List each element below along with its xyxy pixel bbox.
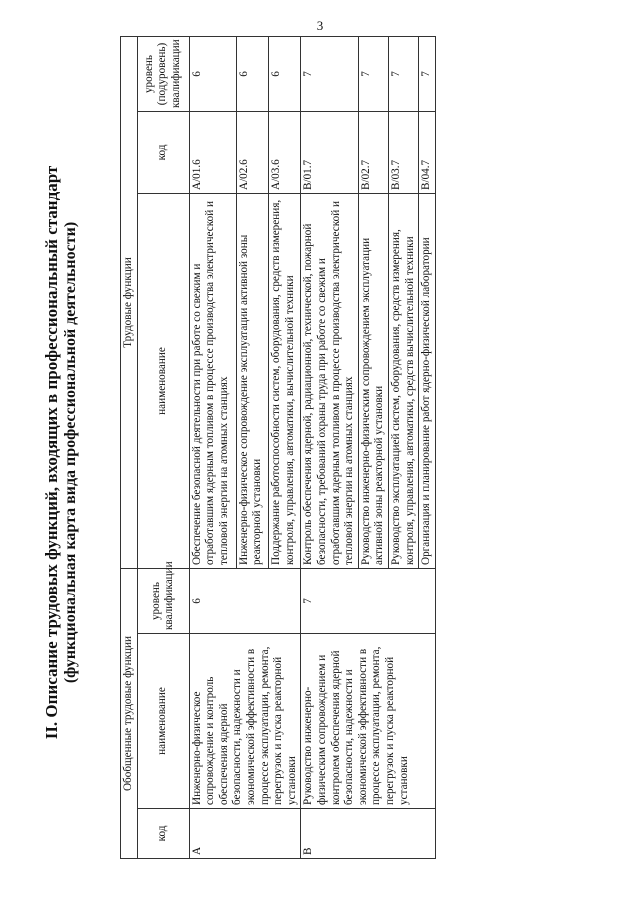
function-level: 6 [189, 37, 236, 112]
group-name: Руководство инженерно-физическим сопровождением и контролем обеспечения ядерной безопасности, надежности и экономической эффективности в процессе эксплуатации, ремонта, перегрузок и пуска реакторной установки [301, 634, 435, 809]
table-row [301, 37, 358, 859]
function-level: 7 [419, 37, 436, 112]
function-level: 6 [268, 37, 300, 112]
header-level: уровень квалификации [137, 569, 189, 634]
function-level: 7 [358, 37, 388, 112]
function-code: В/04.7 [419, 112, 436, 194]
header-row-2 [137, 37, 189, 859]
function-name: Инженерно-физическое сопровождение эксплуатации активной зоны реакторной установки [236, 194, 268, 569]
header-labor-functions: Трудовые функции [121, 37, 138, 569]
function-name: Руководство эксплуатацией систем, оборудования, средств измерения, контроля, управления, автоматики, средств вычислительной техники [388, 194, 418, 569]
header-name: наименование [137, 634, 189, 809]
page-number: 3 [316, 18, 324, 33]
function-code: А/01.6 [189, 112, 236, 194]
function-name: Обеспечение безопасной деятельности при работе со свежим и отработавшим ядерным топливом в процессе производства электрической и тепловой энергии на атомных станциях [189, 194, 236, 569]
header-function-name: наименование [137, 194, 189, 569]
group-code: А [189, 809, 301, 859]
header-row-1 [121, 37, 138, 859]
function-code: А/03.6 [268, 112, 300, 194]
function-name: Организация и планирование работ ядерно-физической лаборатории [419, 194, 436, 569]
section-subtitle: (функциональная карта вида профессиональной деятельности) [62, 221, 79, 684]
function-name: Поддержание работоспособности систем, оборудования, средств измерения, контроля, управления, автоматики, вычислительной техники [268, 194, 300, 569]
header-code: код [137, 809, 189, 859]
function-code: В/01.7 [301, 112, 358, 194]
header-generalized: Обобщенные трудовые функции [121, 569, 138, 859]
function-code: В/03.7 [388, 112, 418, 194]
header-function-code: код [137, 112, 189, 194]
function-name: Контроль обеспечения ядерной, радиационной, технической, пожарной безопасности, требований охраны труда при работе со свежим и отработавшим ядерным топливом в процессе производства электрической и тепловой энергии на атомных станциях [301, 194, 358, 569]
group-code: В [301, 809, 435, 859]
function-name: Руководство инженерно-физическим сопровождением эксплуатации активной зоны реакторной установки [358, 194, 388, 569]
function-code: В/02.7 [358, 112, 388, 194]
header-level-sub: уровень (подуровень) квалификации [137, 37, 189, 112]
functional-map-table [120, 36, 436, 859]
group-level: 6 [189, 569, 301, 634]
title-block [42, 30, 80, 875]
function-code: А/02.6 [236, 112, 268, 194]
table-row [189, 37, 236, 859]
function-level: 7 [388, 37, 418, 112]
group-name: Инженерно-физическое сопровождение и контроль обеспечения ядерной безопасности, надежности и экономической эффективности в процессе эксплуатации, ремонта, перегрузок и пуска реакторной установки [189, 634, 301, 809]
function-level: 7 [301, 37, 358, 112]
section-title: II. Описание трудовых функций, входящих в профессиональный стандарт [42, 165, 61, 740]
group-level: 7 [301, 569, 435, 634]
function-level: 6 [236, 37, 268, 112]
